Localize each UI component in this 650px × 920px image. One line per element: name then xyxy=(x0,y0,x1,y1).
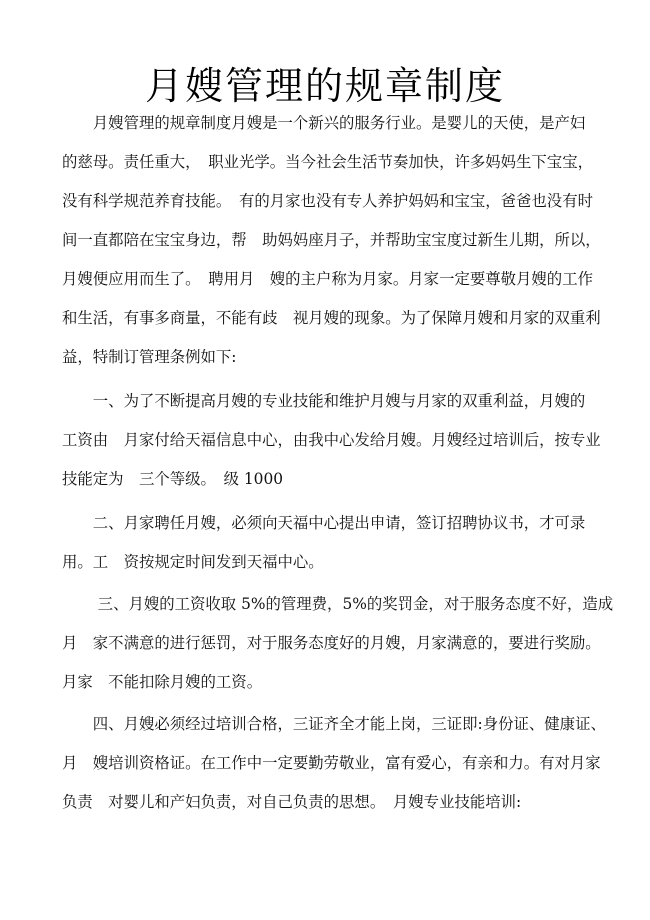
paragraph-line: 月嫂管理的规章制度月嫂是一个新兴的服务行业。是婴儿的天使，是产妇 xyxy=(62,114,586,132)
paragraph-line: 技能定为 三个等级。 级 1000 xyxy=(62,470,284,488)
paragraph-line: 月家 不能扣除月嫂的工资。 xyxy=(62,673,263,691)
paragraph-line: 三、月嫂的工资收取 5%的管理费，5%的奖罚金，对于服务态度不好，造成 xyxy=(62,595,614,613)
paragraph-line: 二、月家聘任月嫂，必须向天福中心提出申请，签订招聘协议书，才可录 xyxy=(62,514,586,532)
paragraph-line: 一、为了不断提高月嫂的专业技能和维护月嫂与月家的双重利益，月嫂的 xyxy=(62,392,586,410)
paragraph-line: 和生活，有事多商量，不能有歧 视月嫂的现象。为了保障月嫂和月家的双重利 xyxy=(62,309,601,327)
paragraph-line: 月 家不满意的进行惩罚，对于服务态度好的月嫂，月家满意的，要进行奖励。 xyxy=(62,634,601,652)
paragraph-line: 工资由 月家付给天福信息中心，由我中心发给月嫂。月嫂经过培训后，按专业 xyxy=(62,431,601,449)
paragraph-line: 的慈母。责任重大， 职业光学。当今社会生活节奏加快，许多妈妈生下宝宝， xyxy=(62,153,593,171)
paragraph-line: 没有科学规范养育技能。 有的月家也没有专人养护妈妈和宝宝，爸爸也没有时 xyxy=(62,192,593,210)
paragraph-line: 月 嫂培训资格证。在工作中一定要勤劳敬业，富有爱心，有亲和力。有对月家 xyxy=(62,754,601,772)
paragraph-line: 用。工 资按规定时间发到天福中心。 xyxy=(62,553,324,571)
paragraph-line: 益，特制订管理条例如下: xyxy=(62,348,237,366)
paragraph-line: 间一直都陪在宝宝身边，帮 助妈妈座月子，并帮助宝宝度过新生儿期，所以， xyxy=(62,231,601,249)
paragraph-line: 月嫂便应用而生了。 聘用月 嫂的主户称为月家。月家一定要尊敬月嫂的工作 xyxy=(62,270,593,288)
paragraph-line: 四、月嫂必须经过培训合格，三证齐全才能上岗，三证即:身份证、健康证、 xyxy=(62,715,606,733)
paragraph-line: 负责 对婴儿和产妇负责，对自己负责的思想。 月嫂专业技能培训: xyxy=(62,793,522,811)
document-title: 月嫂管理的规章制度 xyxy=(144,64,505,108)
